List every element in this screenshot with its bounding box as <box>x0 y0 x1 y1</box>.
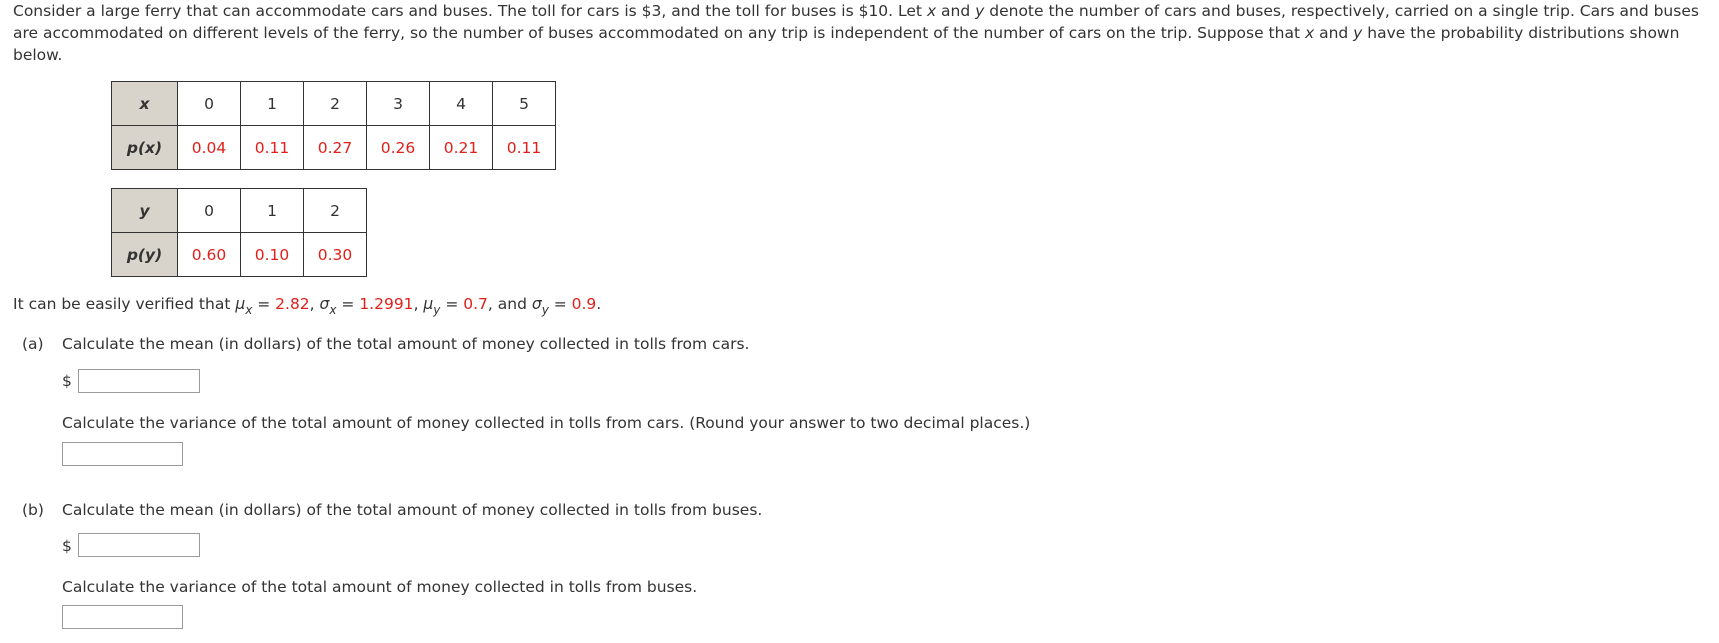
table-cell: 3 <box>367 82 430 126</box>
table-header-y: y <box>112 189 178 233</box>
comma: , <box>413 295 424 313</box>
part-a-question-variance: Calculate the variance of the total amount of money collected in tolls from cars. (Round your answer to two decimal places.) <box>62 414 1031 432</box>
sigma-symbol: σ <box>319 295 330 313</box>
intro-text: Consider a large ferry that can accommodate cars and buses. The toll for cars is $3, and the toll for buses is $10. Let <box>13 2 927 20</box>
table-row <box>112 189 367 233</box>
period: . <box>596 295 602 313</box>
dollar-sign: $ <box>62 372 72 390</box>
table-cell-prob: 0.60 <box>178 233 241 277</box>
table-row <box>112 233 367 277</box>
mu-x-value: 2.82 <box>275 295 310 313</box>
part-a-question-mean: Calculate the mean (in dollars) of the total amount of money collected in tolls from cars. <box>62 335 750 353</box>
equals: = <box>252 295 276 313</box>
and-text: , and <box>487 295 532 313</box>
distribution-table-y <box>111 188 367 277</box>
equals: = <box>548 295 572 313</box>
part-b-question-mean: Calculate the mean (in dollars) of the total amount of money collected in tolls from buses. <box>62 501 763 519</box>
mu-symbol: μ <box>423 295 434 313</box>
part-b-question-variance: Calculate the variance of the total amount of money collected in tolls from buses. <box>62 578 698 596</box>
table-row <box>112 126 556 170</box>
verification-line <box>13 293 601 321</box>
var-x: x <box>926 2 937 20</box>
sigma-symbol: σ <box>531 295 542 313</box>
subscript-y: y <box>433 303 441 317</box>
subscript-x: x <box>329 303 337 317</box>
table-cell: 4 <box>430 82 493 126</box>
mu-symbol: μ <box>235 295 246 313</box>
table-cell: 2 <box>304 82 367 126</box>
table-cell-prob: 0.11 <box>241 126 304 170</box>
sigma-x-value: 1.2991 <box>359 295 414 313</box>
table-cell-prob: 0.27 <box>304 126 367 170</box>
part-b-mean-input[interactable] <box>78 533 200 557</box>
table-header-py: p(y) <box>112 233 178 277</box>
sigma-y-value: 0.9 <box>571 295 597 313</box>
equals: = <box>440 295 464 313</box>
table-cell: 5 <box>493 82 556 126</box>
table-cell-prob: 0.11 <box>493 126 556 170</box>
part-b-variance-input[interactable] <box>62 605 183 629</box>
var-y: y <box>975 2 985 20</box>
intro-text: have the probability distributions shown below. <box>13 24 1680 64</box>
equals: = <box>336 295 360 313</box>
table-cell-prob: 0.10 <box>241 233 304 277</box>
problem-intro <box>13 0 1713 66</box>
table-cell: 1 <box>241 189 304 233</box>
table-header-x: x <box>112 82 178 126</box>
part-b-label: (b) <box>22 501 44 519</box>
dollar-sign: $ <box>62 537 72 555</box>
table-cell: 2 <box>304 189 367 233</box>
mu-y-value: 0.7 <box>463 295 488 313</box>
table-cell-prob: 0.30 <box>304 233 367 277</box>
table-row <box>112 82 556 126</box>
table-cell: 0 <box>178 82 241 126</box>
table-cell-prob: 0.26 <box>367 126 430 170</box>
part-a-label: (a) <box>22 335 44 353</box>
intro-text: denote the number of cars and buses, respectively, carried on a single trip. Cars and buses are accommodated on different levels of the ferry, so the number of buses accommodated on any trip is independent of the number of cars on the trip. Suppose that <box>13 2 1699 42</box>
intro-text: and <box>1314 24 1354 42</box>
table-cell: 0 <box>178 189 241 233</box>
table-cell-prob: 0.21 <box>430 126 493 170</box>
subscript-y: y <box>541 303 549 317</box>
table-cell-prob: 0.04 <box>178 126 241 170</box>
part-a-mean-input[interactable] <box>78 369 200 393</box>
var-y: y <box>1353 24 1363 42</box>
subscript-x: x <box>245 303 253 317</box>
intro-text: and <box>936 2 976 20</box>
distribution-table-x <box>111 81 556 170</box>
table-cell: 1 <box>241 82 304 126</box>
verify-text: It can be easily verified that <box>13 295 236 313</box>
part-a-variance-input[interactable] <box>62 442 183 466</box>
table-header-px: p(x) <box>112 126 178 170</box>
var-x: x <box>1304 24 1315 42</box>
comma: , <box>309 295 320 313</box>
